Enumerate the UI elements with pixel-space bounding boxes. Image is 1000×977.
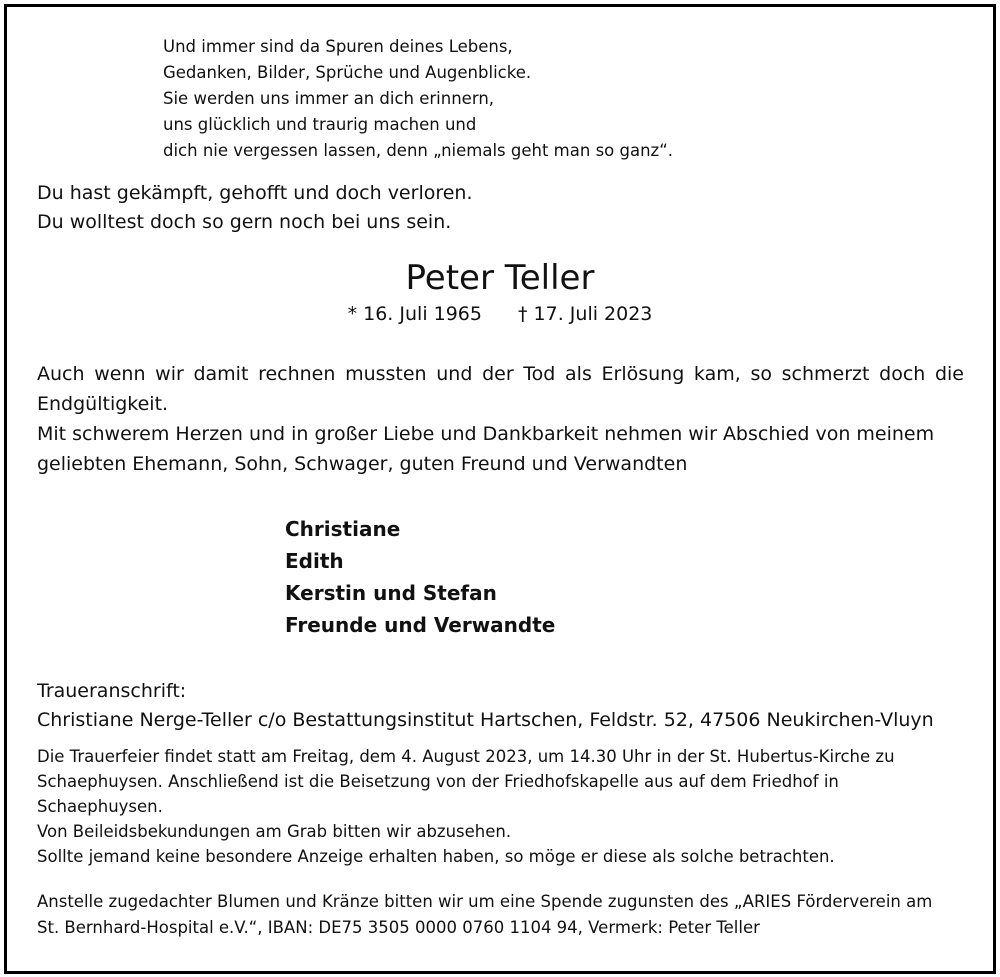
mourner-name: Christiane: [285, 517, 401, 541]
donation-line: St. Bernhard-Hospital e.V.“, IBAN: DE75 3505 0000 0760 1104 94, Vermerk: Peter Teller: [37, 918, 760, 937]
intro-verse: [37, 179, 473, 237]
poem-line: uns glücklich und traurig machen und: [163, 115, 477, 134]
info-line: Von Beileidsbekundungen am Grab bitten wir abzusehen.: [37, 822, 512, 841]
info-line: Schaephuysen.: [37, 797, 163, 816]
address-line: Christiane Nerge-Teller c/o Bestattungsinstitut Hartschen, Feldstr. 52, 47506 Neukirchen-Vluyn: [37, 709, 934, 731]
farewell-message: [37, 359, 964, 479]
poem-line: dich nie vergessen lassen, denn „niemals geht man so ganz“.: [163, 141, 674, 160]
poem: [163, 34, 673, 164]
message-paragraph: Auch wenn wir damit rechnen mussten und der Tod als Erlösung kam, so schmerzt doch die Endgültigkeit.: [37, 363, 964, 415]
mourning-address: [37, 677, 934, 735]
funeral-info: [37, 744, 895, 869]
message-paragraph: Mit schwerem Herzen und in großer Liebe und Dankbarkeit nehmen wir Abschied von meinem geliebten Ehemann, Sohn, Schwager, guten Freund und Verwandten: [37, 423, 935, 475]
address-label: Traueranschrift:: [37, 680, 187, 702]
mourner-name: Edith: [285, 549, 344, 573]
mourner-name: Freunde und Verwandte: [285, 613, 556, 637]
mourner-name: Kerstin und Stefan: [285, 581, 497, 605]
death-date: † 17. Juli 2023: [518, 303, 653, 325]
birth-date: * 16. Juli 1965: [347, 303, 482, 325]
poem-line: Und immer sind da Spuren deines Lebens,: [163, 37, 513, 56]
info-line: Die Trauerfeier findet statt am Freitag, dem 4. August 2023, um 14.30 Uhr in der St. Hubertus-Kirche zu: [37, 747, 895, 766]
intro-line: Du wolltest doch so gern noch bei uns sein.: [37, 211, 452, 233]
poem-line: Gedanken, Bilder, Sprüche und Augenblicke.: [163, 63, 532, 82]
life-dates: [0, 300, 1000, 328]
info-line: Schaephuysen. Anschließend ist die Beisetzung von der Friedhofskapelle aus auf dem Friedhof in: [37, 772, 839, 791]
poem-line: Sie werden uns immer an dich erinnern,: [163, 89, 495, 108]
intro-line: Du hast gekämpft, gehofft und doch verloren.: [37, 182, 473, 204]
donation-note: [37, 889, 932, 941]
mourners-list: [285, 513, 555, 641]
deceased-name: Peter Teller: [405, 258, 595, 298]
donation-line: Anstelle zugedachter Blumen und Kränze bitten wir um eine Spende zugunsten des „ARIES Förderverein am: [37, 892, 933, 911]
info-line: Sollte jemand keine besondere Anzeige erhalten haben, so möge er diese als solche betrachten.: [37, 847, 835, 866]
